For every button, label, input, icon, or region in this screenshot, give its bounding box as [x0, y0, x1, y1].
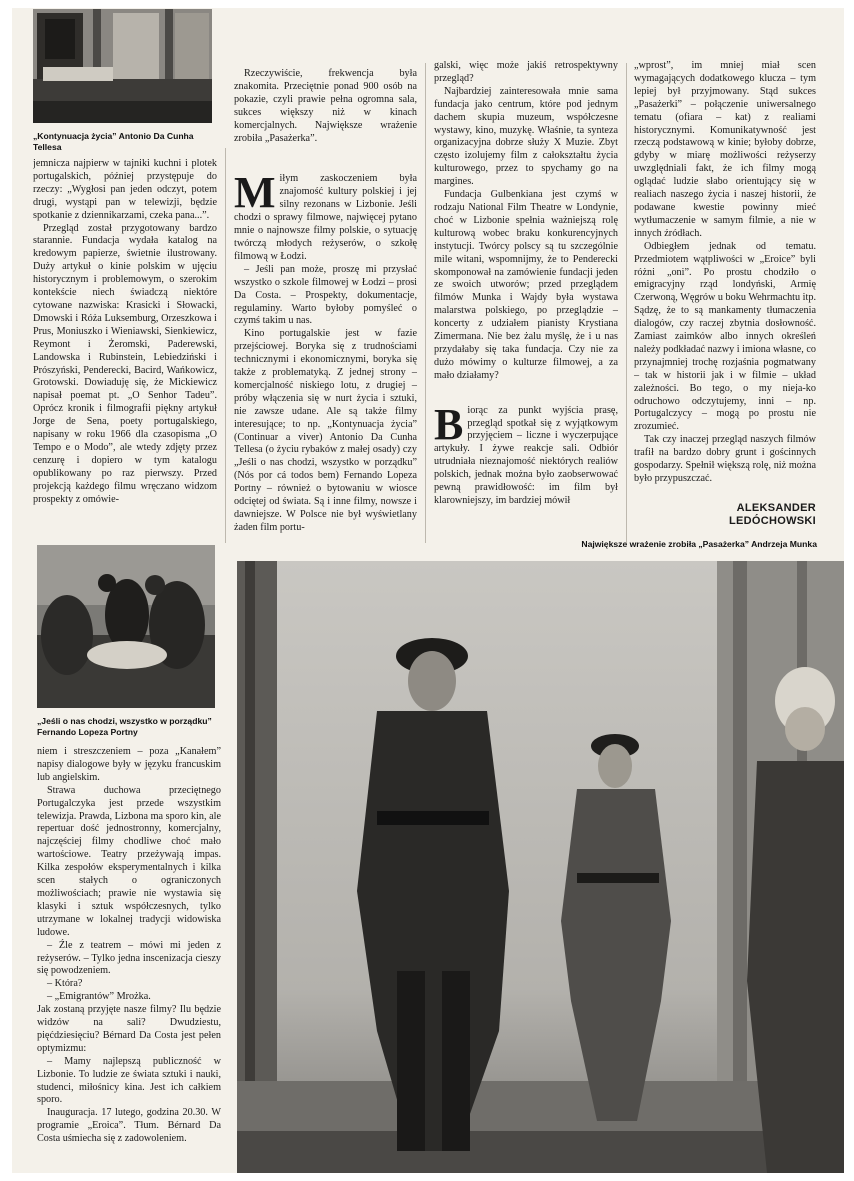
paragraph: Odbiegłem jednak od tematu. Przedmiotem wątpliwości w „Eroice” byli różni „oni”. Po prostu chodziło o emigracyjny rząd londyński, Armię Czerwoną, Węgrów u boku Wehrmachtu itp. Sądzę, że to są mankamenty tłumaczenia dialogów, czy raczej zbytnia dosłowność. Zamiast zaimków albo innych określeń należy podkładać nazwy i imiona własne, co przynajmniej trochę rozjaśnia pogmatwany – tak w historii jak i w filmie – układ zależności. Bo tego, o my nieja-ko odruchowo odczytujemy, inni – np. Portugalczycy – mogą po prostu nie zrozumieć. — [634, 240, 816, 433]
paragraph: Przegląd został przygotowany bardzo starannie. Fundacja wydała katalog na kredowym papierze, świetnie ilustrowany. Duży artykuł o kinie polskim w ujęciu historycznym i problemowym, o szerokim kontekście niech świadczą niektóre cytowane nazwiska: Krasicki i Słowacki, Dmowski i Róża Luksemburg, Orzeszkowa i Prus, Moniuszko i Wieniawski, Sienkiewicz, Reymont i Żeromski, Paderewski, Landowska i Rubinstein, Lebiedziński i Prószyński, Penderecki, Bacird, Wańkowicz, Grotowski. Dowiaduję się, że Mickiewicz napisał poemat pt. „O Senhor Tadeu”. Oprócz kronik i filmografii piękny artykuł Jorge de Sena, poety portugalskiego, napisany w roku 1966 dla czasopisma „O Tempo e o Modo”, ale wtedy zdjęty przez cenzurę i dopiero w tym katalogu opublikowany po raz pierwszy. Przed projekcją każdego filmu wręczano widzom prospekty z omówie- — [33, 222, 217, 505]
column-divider — [425, 63, 426, 543]
column-2-text — [234, 68, 417, 542]
film-still-photo-kontynuacja — [33, 9, 212, 123]
paragraph-with-dropcap — [234, 168, 417, 263]
paragraph-text: iłym zaskoczeniem była znajomość kultury polskiej i jej silny rezonans w Lizbonie. Jeśli chodzi o sprawy filmowe, najwięcej pytano mnie o najnowsze filmy polskie, o sytuację twórczą młodych reżyserów, o szkołę filmową w Łodzi. — [234, 173, 417, 262]
film-still-photo-jesli-o-nas — [37, 545, 215, 708]
main-photo-caption: Największe wrażenie zrobiła „Pasażerka” Andrzeja Munka — [581, 539, 817, 549]
film-still-image — [33, 9, 212, 123]
author-first-name: ALEKSANDER — [736, 502, 816, 514]
paragraph: – Mamy najlepszą publiczność w Lizbonie. To ludzie ze świata sztuki i nauki, studenci, miłośnicy kina. Jest ich całkiem sporo. — [37, 1055, 221, 1106]
column-1-bottom-text — [37, 746, 221, 1166]
paragraph: „wprost”, im mniej miał scen wymagających dodatkowego klucza – tym lepiej był przyjmowany. Stąd sukces „Pasażerki” – połączenie uniwersalnego tematu (ofiara – kat) z realiami historycznymi. Komunikatywność jest rzeczą podstawową w kinie; byłoby dobrze, gdyby w miarę możliwości reżyserzy uwzględniali fakt, że ich filmy mogą oglądać ludzie słabo orientujący się w realiach naszego życia i naszej historii, że podawane kwestie powinny mieć wytłumaczenie w samym filmie, a nie w innych źródłach. — [634, 60, 816, 239]
paragraph: Najbardziej zainteresowała mnie sama fundacja jako centrum, które pod jednym dachem skupia muzeum, współczesne wystawy, kino, muzykę. Właśnie, ta synteza organizacyjna dobrze służy X Muzie. Zbyt często izolujemy film z całokształtu życia kulturowego, przez to spychamy go na margines. — [434, 85, 618, 188]
author-byline — [652, 502, 816, 528]
paragraph: Tak czy inaczej przegląd naszych filmów trafił na bardzo dobry grunt i gościnnych gospodarzy. Spełnił większą rolę, niż można było przypuszczać. — [634, 434, 816, 484]
paragraph-text: iorąc za punkt wyjścia prasę, przegląd spotkał się z wyjątkowym przyjęciem – liczne i wyczerpujące artykuły. I żywe reakcje sali. Odbiór utrudniała nieznajomość niektórych realiów polskich, jednak można było zaobserwować pewną prawidłowość: im film był klarowniejszy, im bardziej mówił — [434, 404, 618, 506]
paragraph: – Jeśli pan może, proszę mi przysłać wszystko o szkole filmowej w Łodzi – prosi Da Costa. – Prospekty, dokumentacje, regulaminy. Warto byłoby pomyśleć o czymś takim u nas. — [234, 263, 417, 327]
column-divider — [626, 63, 627, 543]
author-last-name: LEDÓCHOWSKI — [728, 515, 816, 527]
paragraph: – Która? — [47, 978, 83, 990]
paragraph: Fundacja Gulbenkiana jest czymś w rodzaju National Film Theatre w Londynie, choć w Lizbonie spełnia ważniejszą rolę kulturową wobec braku konkurencyjnych instytucji. Twórcy polscy są tu szczególnie mile witani, wspomnijmy, że to Penderecki skomponował na zamówienie fundacji jeden ze swoich utworów; przed przeglądem filmów Munka i Wajdy była wystawa malarstwa polskiego, po przeglądzie – koncerty z udziałem pianisty Krystiana Zimermana. Nie bez żalu myślę, że i u nas przydałaby się taka fundacja. Czy nie za dużo mówimy o kulturze filmowej, a za mało działamy? — [434, 189, 618, 381]
column-1-top-text — [33, 158, 217, 542]
film-still-image — [37, 545, 215, 708]
drop-cap-m: M — [234, 168, 276, 218]
paragraph: Kino portugalskie jest w fazie przejściowej. Boryka się z trudnościami technicznymi i ekonomicznymi, boryka się także z problematyką. Z jednej strony – komercjalność niskiego lotu, z drugiej – próby włączenia się w nurt życia i sztuki, nie zawsze udane. Ale są także filmy interesujące; to np. „Kontynuacja życia” (Continuar a viver) Antonio Da Cunha Tellesa (o życiu rybaków z małej osady) czy „Jeśli o nas chodzi, wszystko w porządku” (Nós por cá todos bem) Fernando Lopeza Portny – również o bytowaniu w wiosce odciętej od świata. Są i inne filmy, nowsze i dawniejsze. W Polsce nie był wyświetlany żaden film portu- — [234, 328, 417, 533]
paragraph: niem i streszczeniem – poza „Kanałem” napisy dialogowe były w języku francuskim lub angielskim. — [37, 746, 221, 783]
paragraph: Inauguracja. 17 lutego, godzina 20.30. W programie „Eroica”. Tłum. Bérnard Da Costa uśmiecha się z zadowoleniem. — [37, 1107, 221, 1145]
paragraph: Rzeczywiście, frekwencja była znakomita. Przeciętnie ponad 900 osób na pokazie, czyli prawie pełna ogromna sala, sukces większy niż w kinach komercjalnych. Największe wrażenie zrobiła „Pasażerka”. — [234, 68, 417, 144]
column-divider — [225, 148, 226, 543]
drop-cap-b: B — [434, 399, 464, 449]
magazine-page — [12, 8, 844, 1173]
pasazerka-still-image — [237, 561, 844, 1173]
paragraph: – „Emigrantów” Mrożka. — [47, 991, 151, 1003]
paragraph: galski, więc może jakiś retrospektywny przegląd? — [434, 60, 618, 84]
paragraph: Jak zostaną przyjęte nasze filmy? Ilu będzie widzów na sali? Dwudziestu, pięćdziesięciu? Bérnard Da Costa jest pełen optymizmu: — [37, 1004, 221, 1054]
paragraph: Strawa duchowa przeciętnego Portugalczyka jest przede wszystkim telewizja. Prawda, Lizbona ma sporo kin, ale repertuar dość jednostronny, komercjalny, najczęściej filmy chodliwe choć mało wartościowe. Teatry przeżywają impas. Kilka zespołów eksperymentalnych i kilka scen stałych o ograniczonych możliwościach; prawie nie wystawia się klasyki i sztuk współczesnych, tylko utrzymane w lokalnej tradycji widowiska ludowe. — [37, 784, 221, 938]
column-3-text — [434, 60, 618, 542]
photo2-caption: „Jeśli o nas chodzi, wszystko w porządku” Fernando Lopeza Portny — [37, 716, 212, 737]
paragraph: – Źle z teatrem – mówi mi jeden z reżyserów. – Tylko jedna inscenizacja cieszy się powodzeniem. — [37, 939, 221, 977]
column-4-text — [634, 60, 816, 498]
main-film-still-pasazerka — [237, 561, 844, 1173]
paragraph-with-dropcap — [434, 399, 618, 508]
photo1-caption: „Kontynuacja życia” Antonio Da Cunha Tellesa — [33, 131, 194, 152]
paragraph: jemnicza najpierw w tajniki kuchni i plotek portugalskich, później przystępuje do rzeczy: „Wygłosi pan jeden odczyt, potem drugi, wystąpi pan w telewizji, będzie spotkanie z dziennikarzami, czeka pana...”. — [33, 158, 217, 221]
